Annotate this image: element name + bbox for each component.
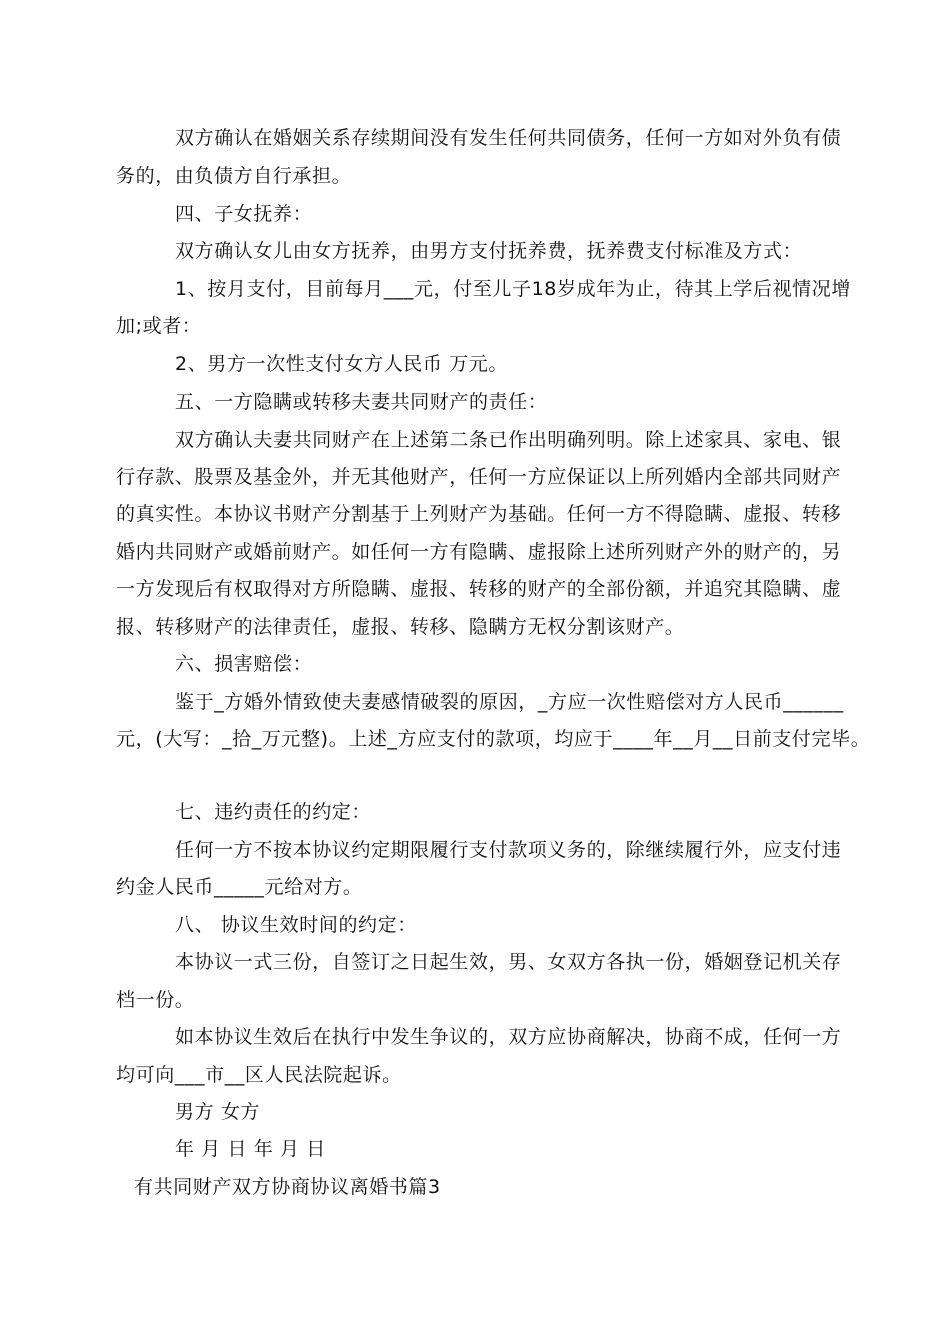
paragraph-concealment-line-3: 的真实性。本协议书财产分割基于上列财产为基础。任何一方不得隐瞒、虚报、转移 (116, 503, 842, 525)
paragraph-debt-line-2: 务的，由负债方自行承担。 (116, 165, 352, 187)
paragraph-copies-line-2: 档一份。 (116, 989, 195, 1011)
paragraph-custody-option1-line-1: 1、按月支付，目前每月___元，付至儿子18岁成年为止，待其上学后视情况增 (175, 278, 851, 300)
signature-dates: 年 月 日 年 月 日 (175, 1138, 326, 1160)
paragraph-concealment-line-4: 婚内共同财产或婚前财产。如任何一方有隐瞒、虚报除上述所列财产外的财产的，另 (116, 541, 842, 563)
paragraph-copies-line-1: 本协议一式三份，自签订之日起生效，男、女双方各执一份，婚姻登记机关存 (175, 951, 842, 973)
paragraph-dispute-line-1: 如本协议生效后在执行中发生争议的，双方应协商解决，协商不成，任何一方 (175, 1026, 842, 1048)
section-heading-damages: 六、损害赔偿： (175, 653, 313, 675)
paragraph-custody-option2: 2、男方一次性支付女方人民币 万元。 (175, 353, 508, 375)
section-heading-concealment: 五、一方隐瞒或转移夫妻共同财产的责任： (175, 391, 548, 413)
signature-parties: 男方 女方 (175, 1101, 261, 1123)
paragraph-custody-option1-line-2: 加;或者： (116, 315, 202, 337)
section-heading-effective-date: 八、 协议生效时间的约定： (175, 914, 417, 936)
section-heading-breach: 七、违约责任的约定： (175, 801, 372, 823)
section-heading-child-custody: 四、子女抚养： (175, 203, 313, 225)
paragraph-concealment-line-1: 双方确认夫妻共同财产在上述第二条已作出明确列明。除上述家具、家电、银 (175, 429, 842, 451)
paragraph-concealment-line-5: 一方发现后有权取得对方所隐瞒、虚报、转移的财产的全部份额，并追究其隐瞒、虚 (116, 578, 842, 600)
paragraph-damages-line-2: 元，(大写：_拾_万元整)。上述_方应支付的款项，均应于____年__月__日前支付完毕。 (116, 728, 871, 750)
paragraph-dispute-line-2: 均可向___市__区人民法院起诉。 (116, 1064, 402, 1086)
paragraph-concealment-line-6: 报、转移财产的法律责任，虚报、转移、隐瞒方无权分割该财产。 (116, 616, 685, 638)
paragraph-breach-line-1: 任何一方不按本协议约定期限履行支付款项义务的，除继续履行外，应支付违 (175, 839, 842, 861)
next-article-title: 有共同财产双方协商协议离婚书篇3 (134, 1176, 441, 1198)
paragraph-damages-line-1: 鉴于_方婚外情致使夫妻感情破裂的原因，_方应一次性赔偿对方人民币______ (175, 691, 844, 713)
paragraph-breach-line-2: 约金人民币_____元给对方。 (116, 876, 363, 898)
paragraph-custody-intro: 双方确认女儿由女方抚养，由男方支付抚养费，抚养费支付标准及方式： (175, 240, 803, 262)
paragraph-concealment-line-2: 行存款、股票及基金外，并无其他财产，任何一方应保证以上所列婚内全部共同财产 (116, 466, 842, 488)
paragraph-debt-line-1: 双方确认在婚姻关系存续期间没有发生任何共同债务，任何一方如对外负有债 (175, 127, 842, 149)
